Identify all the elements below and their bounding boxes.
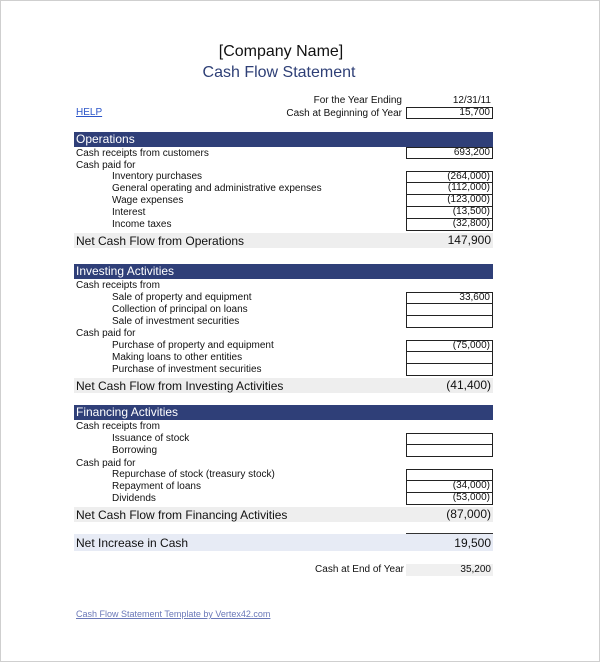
fin-receipt-cell[interactable] <box>406 445 493 457</box>
inv-paid-label: Purchase of investment securities <box>112 364 262 375</box>
company-name: [Company Name] <box>218 43 344 60</box>
inv-paid-cell[interactable] <box>406 352 493 364</box>
fin-total-value: (87,000) <box>446 507 491 521</box>
ops-item-cell[interactable]: (112,000) <box>406 183 493 195</box>
net-increase-label: Net Increase in Cash <box>76 536 189 550</box>
ops-item-cell[interactable]: (123,000) <box>406 195 493 207</box>
beginning-cash-cell[interactable]: 15,700 <box>406 107 493 119</box>
ops-item-label: Wage expenses <box>112 195 184 206</box>
inv-receipt-cell[interactable] <box>406 316 493 328</box>
year-ending-value[interactable]: 12/31/11 <box>452 95 491 106</box>
inv-paid-cell[interactable] <box>406 364 493 376</box>
fin-paid-label: Repurchase of stock (treasury stock) <box>112 469 275 480</box>
investing-header: Investing Activities <box>74 264 493 279</box>
customers-cell[interactable]: 693,200 <box>406 147 493 159</box>
ops-total-row <box>74 233 493 248</box>
statement-title: Cash Flow Statement <box>202 64 356 81</box>
ops-item-label: Income taxes <box>112 219 172 230</box>
ops-total-value: 147,900 <box>447 233 491 247</box>
inv-receipt-cell[interactable] <box>406 304 493 316</box>
inv-total-value: (41,400) <box>446 378 491 392</box>
operations-header: Operations <box>74 132 493 147</box>
ops-paid-for-label: Cash paid for <box>76 160 136 171</box>
fin-receipt-label: Issuance of stock <box>112 433 190 444</box>
inv-paid-label: Purchase of property and equipment <box>112 340 274 351</box>
beginning-cash-label: Cash at Beginning of Year <box>286 108 402 119</box>
fin-receipt-cell[interactable] <box>406 433 493 445</box>
inv-paid-for-label: Cash paid for <box>76 328 136 339</box>
inv-paid-cell[interactable]: (75,000) <box>406 340 493 352</box>
net-increase-value: 19,500 <box>454 536 491 550</box>
ops-item-label: General operating and administrative expenses <box>112 183 322 194</box>
help-link[interactable]: HELP <box>76 107 103 118</box>
inv-receipts-label: Cash receipts from <box>76 280 160 291</box>
inv-total-row <box>74 378 493 393</box>
customers-label: Cash receipts from customers <box>76 148 209 159</box>
ops-item-cell[interactable]: (32,800) <box>406 219 493 231</box>
inv-total-label: Net Cash Flow from Investing Activities <box>76 379 284 393</box>
end-cash-label: Cash at End of Year <box>315 564 404 575</box>
fin-receipts-label: Cash receipts from <box>76 421 160 432</box>
ops-item-label: Inventory purchases <box>112 171 203 182</box>
footer-link[interactable]: Cash Flow Statement Template by Vertex42.com <box>76 609 271 619</box>
inv-receipt-label: Sale of property and equipment <box>112 292 252 303</box>
ops-item-cell[interactable]: (264,000) <box>406 171 493 183</box>
fin-receipt-label: Borrowing <box>112 445 158 456</box>
financing-header: Financing Activities <box>74 405 493 420</box>
end-cash-value: 35,200 <box>460 564 491 575</box>
fin-paid-cell[interactable]: (53,000) <box>406 493 493 505</box>
inv-receipt-label: Collection of principal on loans <box>112 304 248 315</box>
inv-receipt-cell[interactable]: 33,600 <box>406 292 493 304</box>
inv-paid-label: Making loans to other entities <box>112 352 243 363</box>
ops-item-cell[interactable]: (13,500) <box>406 207 493 219</box>
fin-paid-for-label: Cash paid for <box>76 458 136 469</box>
fin-paid-label: Repayment of loans <box>112 481 201 492</box>
fin-total-label: Net Cash Flow from Financing Activities <box>76 508 288 522</box>
year-ending-label: For the Year Ending <box>313 95 402 106</box>
inv-receipt-label: Sale of investment securities <box>112 316 240 327</box>
fin-total-row <box>74 507 493 522</box>
ops-total-label: Net Cash Flow from Operations <box>76 234 245 248</box>
fin-paid-cell[interactable]: (34,000) <box>406 481 493 493</box>
ops-item-label: Interest <box>112 207 146 218</box>
net-increase-row <box>74 534 493 551</box>
fin-paid-label: Dividends <box>112 493 156 504</box>
